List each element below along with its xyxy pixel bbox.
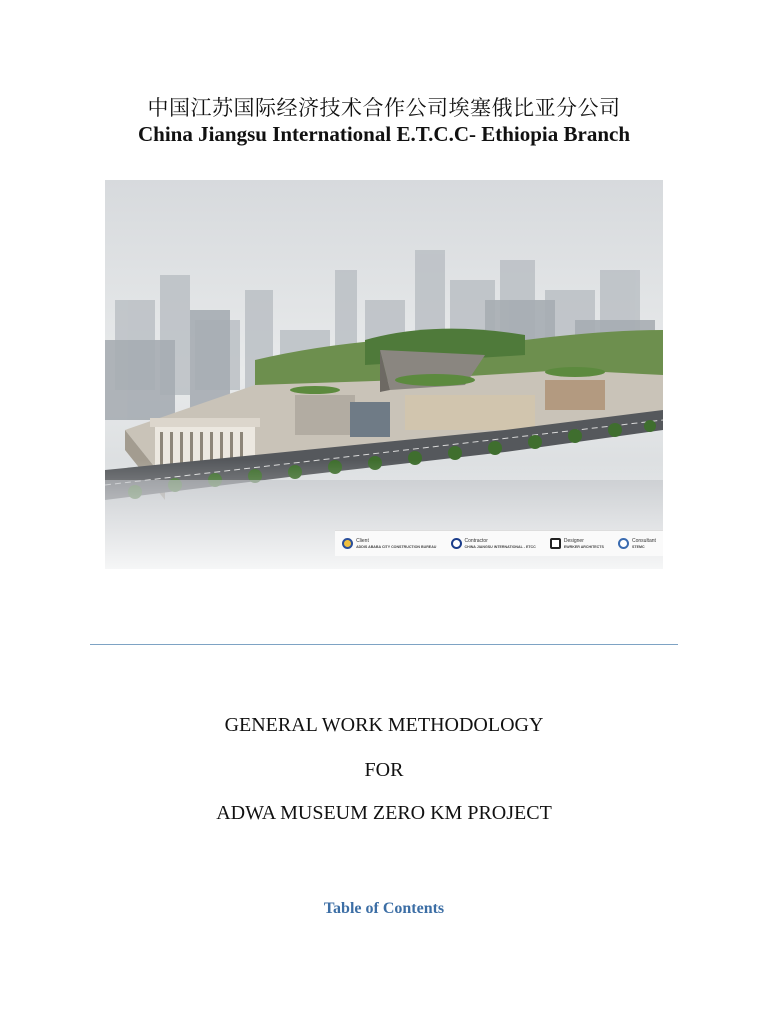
contractor-logo bbox=[451, 538, 536, 550]
consultant-logo bbox=[618, 538, 656, 550]
contractor-emblem-icon bbox=[451, 538, 462, 549]
contractor-role-label: Contractor bbox=[464, 537, 488, 544]
client-role-label: Client bbox=[356, 537, 369, 544]
client-org-label: ADDIS ABABA CITY CONSTRUCTION BUREAU bbox=[356, 544, 437, 549]
designer-logo bbox=[550, 538, 604, 550]
client-logo bbox=[342, 538, 436, 550]
aerial-rendering-illustration bbox=[105, 180, 663, 569]
document-title-line-1: GENERAL WORK METHODOLOGY bbox=[224, 714, 544, 736]
chinese-company-name: 中国江苏国际经济技术合作公司埃塞俄比亚分公司 bbox=[147, 96, 621, 120]
stakeholder-logo-strip bbox=[335, 530, 663, 556]
horizontal-divider bbox=[90, 644, 678, 645]
table-of-contents-heading[interactable]: Table of Contents bbox=[323, 900, 445, 917]
project-rendering-image bbox=[105, 180, 663, 569]
consultant-org-label: STEMC bbox=[631, 544, 645, 549]
document-title-line-2: FOR bbox=[364, 759, 404, 781]
english-company-name: China Jiangsu International E.T.C.C- Ethiopia Branch bbox=[137, 122, 631, 146]
contractor-org-label: CHINA JIANGSU INTERNATIONAL - ETCC bbox=[464, 544, 536, 549]
consultant-role-label: Consultant bbox=[631, 537, 656, 544]
designer-role-label: Designer bbox=[563, 537, 584, 544]
designer-org-label: EWRKER ARCHITECTS bbox=[563, 544, 604, 549]
consultant-emblem-icon bbox=[618, 538, 629, 549]
document-title-line-3: ADWA MUSEUM ZERO KM PROJECT bbox=[216, 802, 552, 824]
designer-emblem-icon bbox=[550, 538, 561, 549]
client-emblem-icon bbox=[342, 538, 353, 549]
